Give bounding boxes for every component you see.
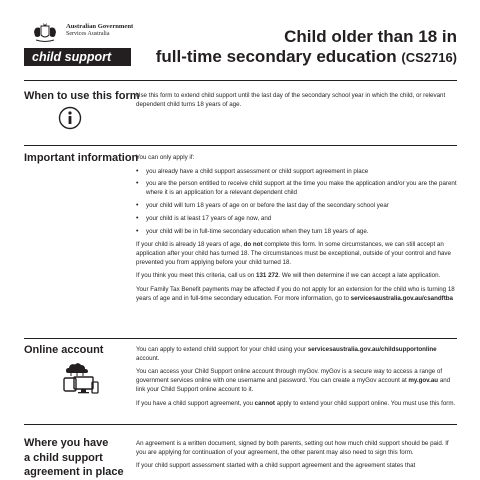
gov-name: Australian Government bbox=[66, 23, 134, 30]
agreement-paragraph: An agreement is a written document, signed by both parents, setting out how much child support should be paid. If you are applying for continuation of your agreement, the other parent may also need to sign this form. bbox=[136, 440, 449, 456]
text-run: You can apply to extend child support for your child using your bbox=[136, 346, 308, 353]
text-run: apply to extend your child support online. You must use this form. bbox=[274, 399, 456, 407]
government-logo-text bbox=[66, 23, 133, 37]
agreement-paragraph-2: If your child support assessment started with a child support agreement and the agreement states that bbox=[136, 462, 416, 470]
child-support-brand: child support bbox=[24, 48, 131, 66]
ftb-paragraph bbox=[136, 286, 458, 304]
divider bbox=[24, 338, 457, 339]
text-run: complete this form. In some circumstances, we can still accept an application after your child has turned 18. The circumstances must be exceptional, outside of your control and have prevented you from applying before your child turned 18. bbox=[136, 241, 451, 266]
text-run: and link your Child Support online account to it. bbox=[136, 377, 451, 393]
eligibility-intro: You can only apply if: bbox=[136, 154, 195, 161]
text-run: If your child is already 18 years of age, bbox=[136, 241, 244, 249]
text-run: You can access your Child Support online account through myGov. myGov is a secure way to access a range of government services online with one username and password. You can create a myGov account at bbox=[136, 368, 443, 385]
when-to-use-heading: When to use this form bbox=[24, 90, 140, 102]
heading-line: a child support bbox=[24, 451, 103, 464]
list-item: • your child will be in full-time secondary education when they turn 18 years of age. bbox=[146, 228, 458, 237]
title-main: full-time secondary education bbox=[155, 47, 397, 66]
when-to-use-text: Use this form to extend child support until the last day of the secondary school year in which the child, or relevant dependent child turns 18 years of age. bbox=[136, 92, 446, 108]
agreement-body bbox=[136, 440, 458, 476]
ftb-link[interactable]: servicesaustralia.gov.au/csandftba bbox=[350, 294, 453, 302]
agreement-heading bbox=[24, 436, 124, 480]
form-header bbox=[0, 0, 480, 80]
eligibility-list bbox=[136, 168, 458, 237]
phone-number: 131 272 bbox=[256, 272, 279, 280]
heading-line: Where you have bbox=[24, 437, 109, 449]
text-run: If you think you meet this criteria, call us on bbox=[136, 272, 257, 280]
list-item: • your child will turn 18 years of age on or before the last day of the secondary school year bbox=[146, 202, 458, 211]
mygov-link[interactable]: my.gov.au bbox=[408, 377, 439, 385]
online-account-body bbox=[136, 346, 458, 413]
text-run: Your Family Tax Benefit payments may be affected if you do not apply for an extension for the child who is turning 18 years of age and in full-time secondary education. For more information, go to bbox=[136, 285, 455, 302]
online-account-heading: Online account bbox=[24, 344, 104, 356]
childsupportonline-link[interactable]: servicesaustralia.gov.au/childsupportonline bbox=[307, 346, 437, 353]
list-item: • you already have a child support assessment or child support agreement in place bbox=[146, 168, 458, 177]
text-run: . We will then determine if we can accept a late application. bbox=[278, 272, 441, 280]
heading-line: agreement in place bbox=[24, 466, 124, 478]
mygov-paragraph bbox=[136, 368, 458, 394]
text-run: account. bbox=[136, 354, 160, 362]
form-code: (CS2716) bbox=[401, 50, 457, 65]
call-us-paragraph bbox=[136, 272, 458, 281]
form-title bbox=[156, 27, 457, 68]
emphasis-cannot: cannot bbox=[254, 399, 275, 407]
text-run: If you have a child support agreement, you bbox=[136, 399, 255, 407]
when-to-use-body bbox=[136, 92, 458, 114]
divider bbox=[24, 424, 457, 425]
divider bbox=[24, 80, 457, 81]
coat-of-arms-icon bbox=[32, 22, 58, 44]
title-line-2 bbox=[156, 47, 457, 68]
list-item: • you are the person entitled to receive child support at the time you make the application and/or you are the parent where it is an application for a relevant dependent child bbox=[146, 180, 458, 198]
divider bbox=[24, 145, 457, 146]
already-18-paragraph bbox=[136, 241, 458, 267]
list-item: • your child is at least 17 years of age now, and bbox=[146, 215, 458, 224]
emphasis-do-not: do not bbox=[243, 241, 263, 249]
title-line-1: Child older than 18 in bbox=[284, 27, 457, 46]
devices-cloud-icon bbox=[60, 361, 100, 397]
info-icon bbox=[58, 106, 82, 130]
agency-name: Services Australia bbox=[66, 30, 110, 37]
online-apply-paragraph bbox=[136, 346, 458, 364]
important-information-body bbox=[136, 154, 458, 308]
agreement-online-paragraph bbox=[136, 400, 458, 409]
important-information-heading: Important information bbox=[24, 152, 139, 164]
